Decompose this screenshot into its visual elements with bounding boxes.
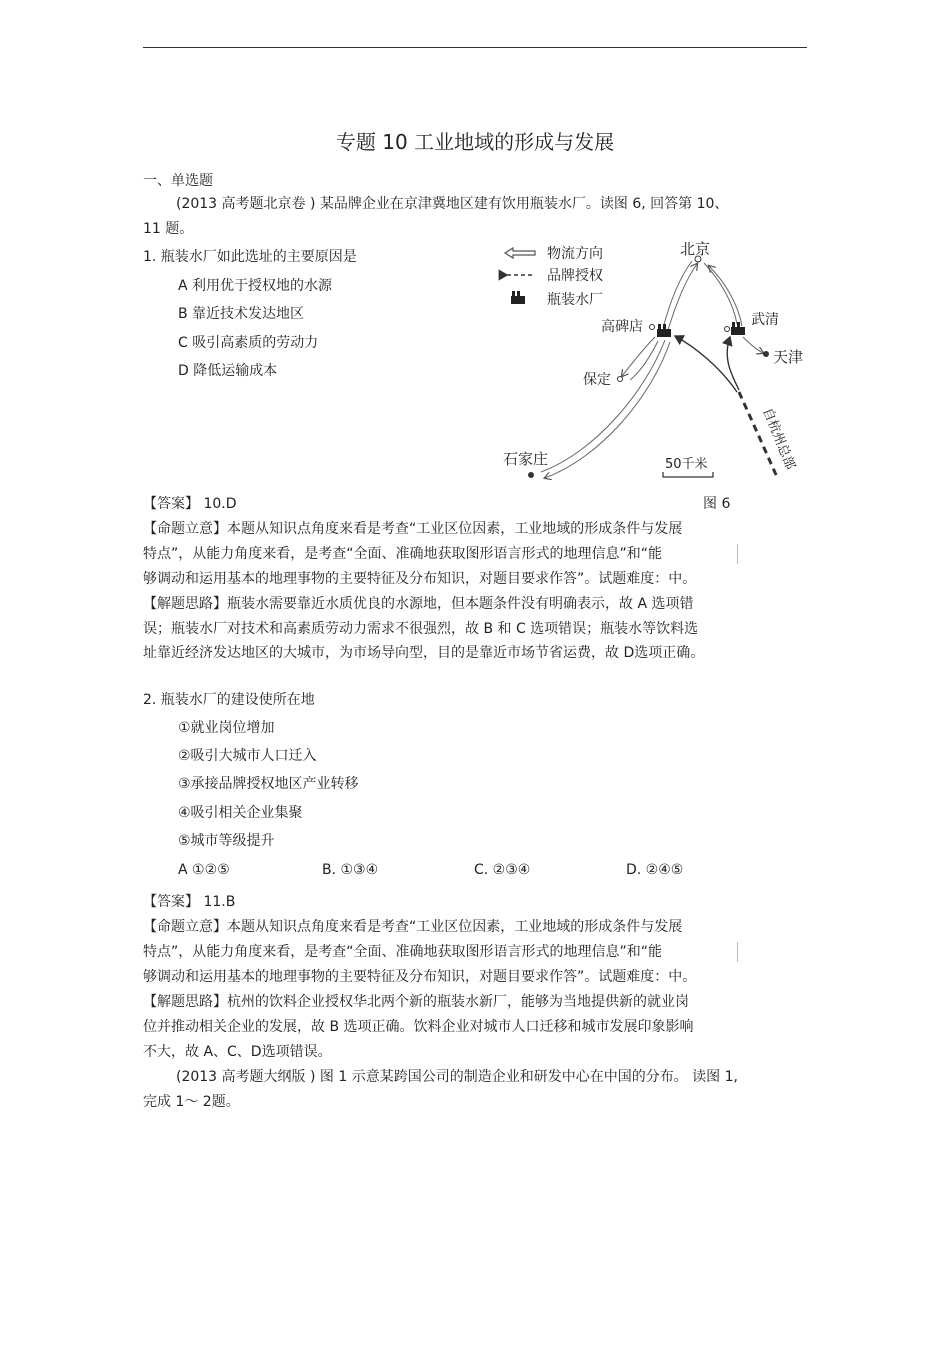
legend-flow-label: 物流方向 — [547, 246, 603, 262]
label-hq: 自杭州总部 — [759, 405, 798, 472]
flow-arrow-tianjin — [743, 337, 763, 353]
scale-label: 50千米 — [665, 457, 708, 472]
q2-item-5: ⑤城市等级提升 — [178, 833, 275, 849]
legend-license-label: 品牌授权 — [547, 268, 603, 284]
q1-rationale-line2: 特点”，从能力角度来看，是考查“全面、准确地获取图形语言形式的地理信息”和“能 — [143, 546, 663, 562]
factory-wuqing-icon — [731, 322, 745, 335]
intro1-line1: (2013 高考题北京卷 ) 某品牌企业在京津冀地区建有饮用瓶装水厂。读图 6, 回答第 10、 — [176, 196, 729, 212]
q2-answer: 【答案】 11.B — [143, 894, 236, 910]
q2-rationale-line3: 够调动和运用基本的地理事物的主要特征及分布知识，对题目要求作答”。试题难度：中。 — [143, 969, 697, 985]
margin-bar-2 — [737, 942, 738, 962]
flow-arrow-beijing2-a — [704, 263, 737, 324]
flow-arrow-shijiazhuang-b — [545, 342, 670, 478]
q1-analysis-line3: 址靠近经济发达地区的大城市，为市场导向型，目的是靠近市场节省运费，故 D选项正确。 — [143, 645, 705, 661]
intro2-line1: (2013 高考题大纲版 ) 图 1 示意某跨国公司的制造企业和研发中心在中国的分布。 读图 1, — [176, 1069, 738, 1085]
legend-flow-icon — [505, 248, 535, 258]
shijiazhuang-marker — [528, 472, 534, 478]
legend-factory-label: 瓶装水厂 — [547, 292, 603, 308]
label-gaobeidian: 高碑店 — [601, 319, 643, 335]
q1-option-d: D 降低运输成本 — [178, 363, 278, 379]
flow-arrow-beijing-b — [668, 264, 697, 330]
q1-option-c: C 吸引高素质的劳动力 — [178, 335, 319, 351]
q2-item-1: ①就业岗位增加 — [178, 720, 275, 736]
q1-answer: 【答案】 10.D — [143, 496, 237, 512]
flow-arrow-baoding — [622, 337, 655, 376]
page-title: 专题 10 工业地域的形成与发展 — [335, 130, 615, 154]
legend-factory-icon — [511, 291, 525, 304]
tianjin-marker — [763, 351, 769, 357]
label-shijiazhuang: 石家庄 — [503, 450, 549, 468]
baoding-marker — [618, 377, 623, 382]
intro1-line2: 11 题。 — [143, 221, 194, 237]
wuqing-marker — [725, 327, 730, 332]
q2-analysis-line1: 【解题思路】杭州的饮料企业授权华北两个新的瓶装水新厂，能够为当地提供新的就业岗 — [143, 994, 689, 1010]
q2-rationale-line1: 【命题立意】本题从知识点角度来看是考查“工业区位因素，工业地域的形成条件与发展 — [143, 919, 683, 935]
q2-choice-a: A ①②⑤ — [178, 862, 230, 878]
q1-option-b: B 靠近技术发达地区 — [178, 306, 305, 322]
q1-rationale-line1: 【命题立意】本题从知识点角度来看是考查“工业区位因素，工业地域的形成条件与发展 — [143, 521, 683, 537]
section-heading: 一、单选题 — [143, 173, 213, 189]
q2-choice-b: B. ①③④ — [322, 862, 379, 878]
label-baoding: 保定 — [583, 372, 611, 388]
q2-choice-c: C. ②③④ — [474, 862, 531, 878]
flow-arrow-shijiazhuang-a — [541, 340, 665, 472]
q1-stem: 1. 瓶装水厂如此选址的主要原因是 — [143, 249, 357, 265]
label-wuqing: 武清 — [751, 312, 779, 328]
q1-analysis-line1: 【解题思路】瓶装水需要靠近水质优良的水源地，但本题条件没有明确表示，故 A 选项错 — [143, 596, 694, 612]
q1-analysis-line2: 误；瓶装水厂对技术和高素质劳动力需求不很强烈，故 B 和 C 选项错误；瓶装水等饮料选 — [143, 621, 699, 637]
label-tianjin: 天津 — [773, 348, 804, 366]
label-beijing: 北京 — [680, 240, 711, 258]
flow-arrow-beijing-a — [663, 261, 692, 328]
q2-item-4: ④吸引相关企业集聚 — [178, 805, 303, 821]
q2-rationale-line2: 特点”，从能力角度来看，是考查“全面、准确地获取图形语言形式的地理信息”和“能 — [143, 944, 663, 960]
margin-bar — [737, 544, 738, 564]
scale-bar — [663, 472, 713, 477]
q1-rationale-line3: 够调动和运用基本的地理事物的主要特征及分布知识，对题目要求作答”。试题难度：中。 — [143, 571, 697, 587]
q2-choice-d: D. ②④⑤ — [626, 862, 684, 878]
q2-stem: 2. 瓶装水厂的建设使所在地 — [143, 692, 315, 708]
legend — [505, 245, 603, 308]
q2-item-3: ③承接品牌授权地区产业转移 — [178, 776, 359, 792]
figure-label: 图 6 — [703, 496, 731, 512]
top-rule — [143, 47, 807, 48]
q2-item-2: ②吸引大城市人口迁入 — [178, 748, 317, 764]
q2-analysis-line3: 不大，故 A、C、D选项错误。 — [143, 1044, 332, 1060]
q2-analysis-line2: 位并推动相关企业的发展，故 B 选项正确。饮料企业对城市人口迁移和城市发展印象影响 — [143, 1019, 694, 1035]
intro2-line2: 完成 1～ 2题。 — [143, 1094, 240, 1110]
figure-6-map — [495, 232, 815, 487]
gaobeidian-marker — [650, 325, 655, 330]
q1-option-a: A 利用优于授权地的水源 — [178, 278, 333, 294]
